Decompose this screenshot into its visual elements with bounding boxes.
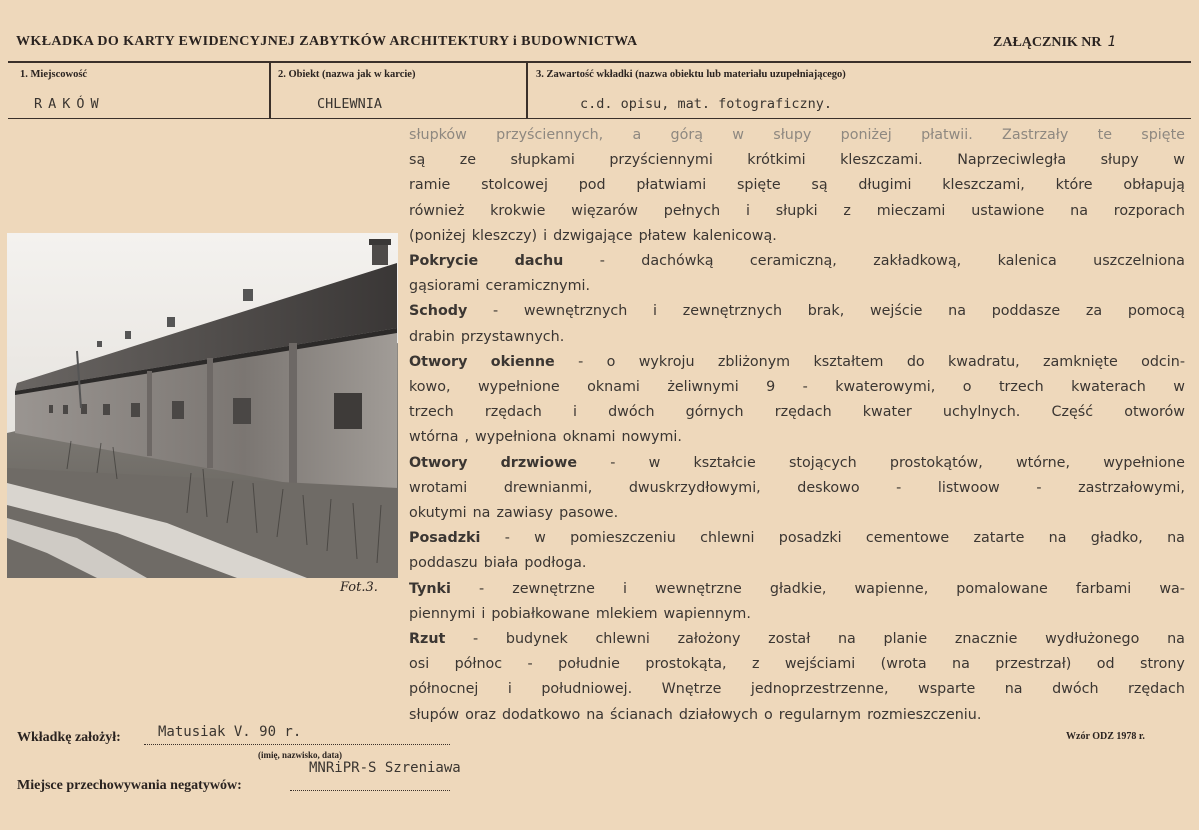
text-word: drewnianmi,: [503, 479, 593, 496]
text-word: ze: [459, 152, 477, 169]
text-word: odcin-: [1141, 353, 1185, 370]
text-word: kształtem: [813, 353, 884, 370]
storage-line: [290, 790, 450, 791]
author-label: Wkładkę założył:: [17, 730, 121, 745]
text-word: dwóch: [608, 404, 655, 421]
text-word: krótkimi: [747, 152, 806, 169]
barn-photo-image: [7, 233, 398, 578]
text-word: regularnym: [778, 706, 862, 723]
text-word: cementowe: [865, 530, 950, 547]
text-word: deskowo: [797, 479, 860, 496]
text-word: płatew: [638, 227, 687, 244]
text-word: ustawione: [971, 202, 1045, 219]
text-word: przystawnych.: [460, 328, 565, 345]
text-word: chlewni: [595, 631, 650, 648]
heading-word: Posadzki: [409, 530, 481, 547]
text-word: gładkie,: [769, 580, 827, 597]
text-word: wapiennym.: [663, 605, 751, 622]
text-word: posadzki: [778, 530, 842, 547]
text-word: listwoow: [937, 479, 1000, 496]
text-word: i: [543, 227, 548, 244]
text-word: wewnętrznych: [523, 303, 628, 320]
text-word: znacznie: [954, 631, 1018, 648]
text-word: oknami: [562, 429, 616, 446]
text-word: te: [1097, 127, 1112, 143]
author-value: Matusiak V. 90 r.: [158, 724, 302, 740]
text-word: poddaszu: [409, 555, 478, 572]
text-word: planie: [883, 631, 928, 648]
text-word: -: [578, 353, 584, 370]
text-word: (wrota: [880, 656, 927, 673]
description-line: [409, 123, 1185, 148]
text-word: Wnętrze: [661, 681, 722, 698]
text-word: na: [952, 656, 970, 673]
text-word: z: [843, 202, 851, 219]
text-word: działowych: [678, 706, 759, 723]
description-line: [409, 551, 1185, 576]
description-line: [409, 577, 1185, 602]
text-word: kleszczami.: [840, 152, 923, 169]
heading-word: okienne: [490, 353, 555, 370]
text-word: pasowe.: [559, 505, 619, 522]
text-word: -: [802, 379, 808, 396]
text-word: pod: [578, 177, 606, 194]
text-word: -: [504, 530, 510, 547]
text-word: wykroju: [638, 353, 695, 370]
text-word: piennymi: [409, 605, 476, 622]
author-line: [144, 744, 450, 745]
text-word: rzędach: [1127, 681, 1185, 698]
heading-word: Schody: [409, 303, 468, 320]
text-word: kwater: [862, 404, 912, 421]
text-word: wypełnione: [1103, 454, 1185, 471]
text-word: został: [768, 631, 811, 648]
text-word: i: [481, 605, 486, 622]
text-word: kleszczy): [471, 227, 538, 244]
locality-label: 1. Miejscowość: [20, 69, 88, 80]
text-word: uszczelniona: [1093, 253, 1185, 270]
text-word: ceramicznymi.: [485, 278, 591, 295]
field-divider-2: [526, 63, 528, 119]
description-line: [409, 199, 1185, 224]
text-word: zewnętrzne: [512, 580, 595, 597]
text-word: słupkami: [510, 152, 575, 169]
text-word: podłoga.: [524, 555, 587, 572]
text-word: zastrzałowymi,: [1078, 479, 1185, 496]
text-word: mlekiem: [595, 605, 658, 622]
text-word: na: [472, 505, 491, 522]
text-word: wypełniona: [475, 429, 557, 446]
text-word: zakładkową,: [873, 253, 962, 270]
text-word: na: [1167, 631, 1185, 648]
text-word: Część: [1051, 404, 1094, 421]
text-word: założony: [677, 631, 741, 648]
text-word: na: [948, 303, 966, 320]
description-line: [409, 501, 1185, 526]
text-word: pomalowane: [956, 580, 1048, 597]
text-word: kwaterach: [1071, 379, 1146, 396]
text-word: za: [1085, 303, 1103, 320]
text-word: nowymi.: [621, 429, 682, 446]
text-word: jednoprzestrzenne,: [750, 681, 889, 698]
text-word: okutymi: [409, 505, 467, 522]
text-word: dwuskrzydłowymi,: [628, 479, 761, 496]
text-word: a: [632, 127, 642, 143]
text-word: z: [751, 656, 760, 673]
text-word: -: [479, 580, 485, 597]
text-word: pomieszczeniu: [570, 530, 676, 547]
text-word: w: [534, 530, 546, 547]
text-word: również: [409, 202, 465, 219]
heading-word: Tynki: [409, 580, 451, 597]
text-word: dodatkowo: [501, 706, 581, 723]
text-word: Zastrzały: [1002, 127, 1069, 143]
description-line: [409, 526, 1185, 551]
text-word: długimi: [858, 177, 912, 194]
text-word: stolcowej: [481, 177, 548, 194]
text-word: słupy: [1100, 152, 1139, 169]
text-word: słupów: [409, 706, 460, 723]
fields-bottom-rule: [8, 118, 1191, 119]
text-word: górą: [670, 127, 703, 143]
text-word: kwadratu,: [948, 353, 1020, 370]
text-word: słupków: [409, 127, 467, 143]
building-photo: [7, 233, 398, 578]
text-word: oknami: [587, 379, 640, 396]
storage-value: MNRiPR-S Szreniawa: [309, 760, 461, 776]
text-word: spięte: [1141, 127, 1185, 143]
text-word: zbliżonym: [717, 353, 791, 370]
text-word: wejściami: [784, 656, 856, 673]
description-line: [409, 350, 1185, 375]
text-word: oraz: [465, 706, 496, 723]
text-word: słupy: [773, 127, 812, 143]
heading-word: Otwory: [409, 454, 468, 471]
text-word: które: [1055, 177, 1093, 194]
text-word: płatwiami: [636, 177, 707, 194]
text-word: chlewni: [700, 530, 755, 547]
field-divider-1: [269, 63, 271, 119]
card-title: WKŁADKA DO KARTY EWIDENCYJNEJ ZABYTKÓW ARCHITEKTURY i BUDOWNICTWA: [16, 34, 638, 49]
text-word: (poniżej: [409, 227, 466, 244]
text-word: przestrzał): [995, 656, 1072, 673]
description-line: [409, 451, 1185, 476]
locality-value: RAKÓW: [34, 96, 105, 112]
text-word: farbami: [1075, 580, 1132, 597]
text-word: więzarów: [571, 202, 638, 219]
form-code: Wzór ODZ 1978 r.: [1066, 731, 1145, 742]
text-word: i: [622, 580, 627, 597]
text-word: kalenica: [997, 253, 1057, 270]
description-line: [409, 627, 1185, 652]
text-word: prostokąta,: [645, 656, 727, 673]
text-word: kowo,: [409, 379, 451, 396]
text-word: poniżej: [840, 127, 892, 143]
text-word: brak,: [807, 303, 845, 320]
text-word: dzwigające: [553, 227, 633, 244]
text-word: na: [1070, 202, 1088, 219]
description-text: [409, 123, 1185, 728]
description-line: [409, 325, 1185, 350]
text-word: rozporach: [1113, 202, 1185, 219]
text-word: i: [572, 404, 577, 421]
text-word: obłapują: [1123, 177, 1185, 194]
text-word: wtórna: [409, 429, 459, 446]
text-word: pełnych: [663, 202, 721, 219]
text-word: do: [906, 353, 925, 370]
text-word: -: [473, 631, 479, 648]
description-line: [409, 249, 1185, 274]
text-word: zewnętrznych: [682, 303, 783, 320]
annex-label-text: ZAŁĄCZNIK NR: [993, 35, 1102, 50]
text-word: wsparte: [918, 681, 976, 698]
text-word: płatwii.: [921, 127, 973, 143]
text-word: na: [586, 706, 605, 723]
text-word: 9: [766, 379, 776, 396]
text-word: budynek: [505, 631, 568, 648]
text-word: są: [811, 177, 828, 194]
text-word: o: [606, 353, 616, 370]
author-hint: (imię, nazwisko, data): [258, 750, 342, 760]
heading-word: drzwiowe: [500, 454, 578, 471]
description-line: [409, 148, 1185, 173]
content-label: 3. Zawartość wkładki (nazwa obiektu lub materiału uzupełniającego): [536, 69, 846, 80]
text-word: strony: [1140, 656, 1185, 673]
text-word: wypełnione: [477, 379, 560, 396]
text-word: zamknięte: [1043, 353, 1118, 370]
description-line: [409, 425, 1185, 450]
text-word: zatarte: [973, 530, 1025, 547]
text-word: i: [745, 202, 750, 219]
text-word: są: [409, 152, 426, 169]
text-word: kalenicową.: [692, 227, 777, 244]
description-line: [409, 400, 1185, 425]
text-word: rzędach: [774, 404, 832, 421]
text-word: górnych: [685, 404, 744, 421]
text-word: i: [507, 681, 512, 698]
text-word: -: [599, 253, 605, 270]
description-line: [409, 274, 1185, 299]
text-word: w: [648, 454, 661, 471]
text-word: dachówką: [641, 253, 714, 270]
description-line: [409, 652, 1185, 677]
text-word: osi: [409, 656, 430, 673]
text-word: żeliwnymi: [667, 379, 739, 396]
description-line: [409, 703, 1185, 728]
text-word: na: [1048, 530, 1067, 547]
heading-word: dachu: [514, 253, 564, 270]
text-word: przyściennymi: [609, 152, 713, 169]
text-word: kleszczami,: [942, 177, 1025, 194]
text-word: o: [764, 706, 773, 723]
text-word: krokwie: [490, 202, 546, 219]
text-word: spięte: [736, 177, 781, 194]
text-word: kształcie: [693, 454, 756, 471]
text-word: rzędach: [484, 404, 542, 421]
text-word: wa-: [1159, 580, 1185, 597]
text-word: na: [1004, 681, 1023, 698]
text-word: kwaterowymi,: [835, 379, 936, 396]
text-word: biała: [483, 555, 519, 572]
text-word: przyściennych,: [496, 127, 604, 143]
text-word: wejście: [869, 303, 923, 320]
text-word: południowej.: [541, 681, 633, 698]
text-word: słupki: [775, 202, 818, 219]
text-word: wtórne,: [1015, 454, 1071, 471]
text-word: -: [1036, 479, 1042, 496]
text-word: na: [1167, 530, 1185, 547]
text-word: rozmieszczeniu.: [867, 706, 982, 723]
top-rule: [8, 61, 1191, 63]
description-line: [409, 224, 1185, 249]
description-line: [409, 299, 1185, 324]
text-word: południe: [558, 656, 620, 673]
text-word: wapienne,: [854, 580, 929, 597]
text-word: ścianach: [610, 706, 673, 723]
text-word: pobiałkowane: [491, 605, 590, 622]
photo-caption: Fot.3.: [340, 580, 378, 595]
description-line: [409, 375, 1185, 400]
object-label: 2. Obiekt (nazwa jak w karcie): [278, 69, 416, 80]
text-word: wewnętrzne: [654, 580, 742, 597]
description-line: [409, 173, 1185, 198]
text-word: drabin: [409, 328, 455, 345]
text-word: -: [896, 479, 902, 496]
text-word: Naprzeciwległa: [957, 152, 1067, 169]
text-word: trzech: [409, 404, 454, 421]
text-word: otworów: [1124, 404, 1185, 421]
description-line: [409, 677, 1185, 702]
description-line: [409, 476, 1185, 501]
text-word: w: [1173, 379, 1185, 396]
text-word: -: [493, 303, 499, 320]
text-word: na: [837, 631, 856, 648]
heading-word: Pokrycie: [409, 253, 479, 270]
text-word: stojących: [788, 454, 857, 471]
text-word: ,: [464, 429, 470, 446]
text-word: ceramiczną,: [749, 253, 837, 270]
annex-label: [993, 34, 1116, 51]
text-word: -: [527, 656, 533, 673]
content-value: c.d. opisu, mat. fotograficzny.: [580, 96, 832, 112]
text-word: ramie: [409, 177, 451, 194]
heading-word: Otwory: [409, 353, 468, 370]
description-line: [409, 602, 1185, 627]
text-word: mieczami: [876, 202, 946, 219]
text-word: uchylnych.: [942, 404, 1021, 421]
text-word: zawiasy: [496, 505, 554, 522]
text-word: dwóch: [1052, 681, 1099, 698]
text-word: wrotami: [409, 479, 468, 496]
text-word: -: [610, 454, 616, 471]
text-word: północ: [454, 656, 503, 673]
text-word: prostokątów,: [889, 454, 983, 471]
text-word: w: [732, 127, 744, 143]
object-value: CHLEWNIA: [317, 96, 383, 112]
storage-label: Miejsce przechowywania negatywów:: [17, 778, 242, 793]
text-word: gładko,: [1090, 530, 1143, 547]
annex-number: 1: [1107, 34, 1116, 50]
text-word: północnej: [409, 681, 479, 698]
text-word: poddasze: [991, 303, 1061, 320]
text-word: trzech: [998, 379, 1044, 396]
text-word: od: [1096, 656, 1115, 673]
text-word: w: [1173, 152, 1185, 169]
text-word: wydłużonego: [1045, 631, 1140, 648]
text-word: gąsiorami: [409, 278, 480, 295]
text-word: i: [653, 303, 658, 320]
heading-word: Rzut: [409, 631, 446, 648]
text-word: o: [962, 379, 972, 396]
text-word: pomocą: [1127, 303, 1185, 320]
